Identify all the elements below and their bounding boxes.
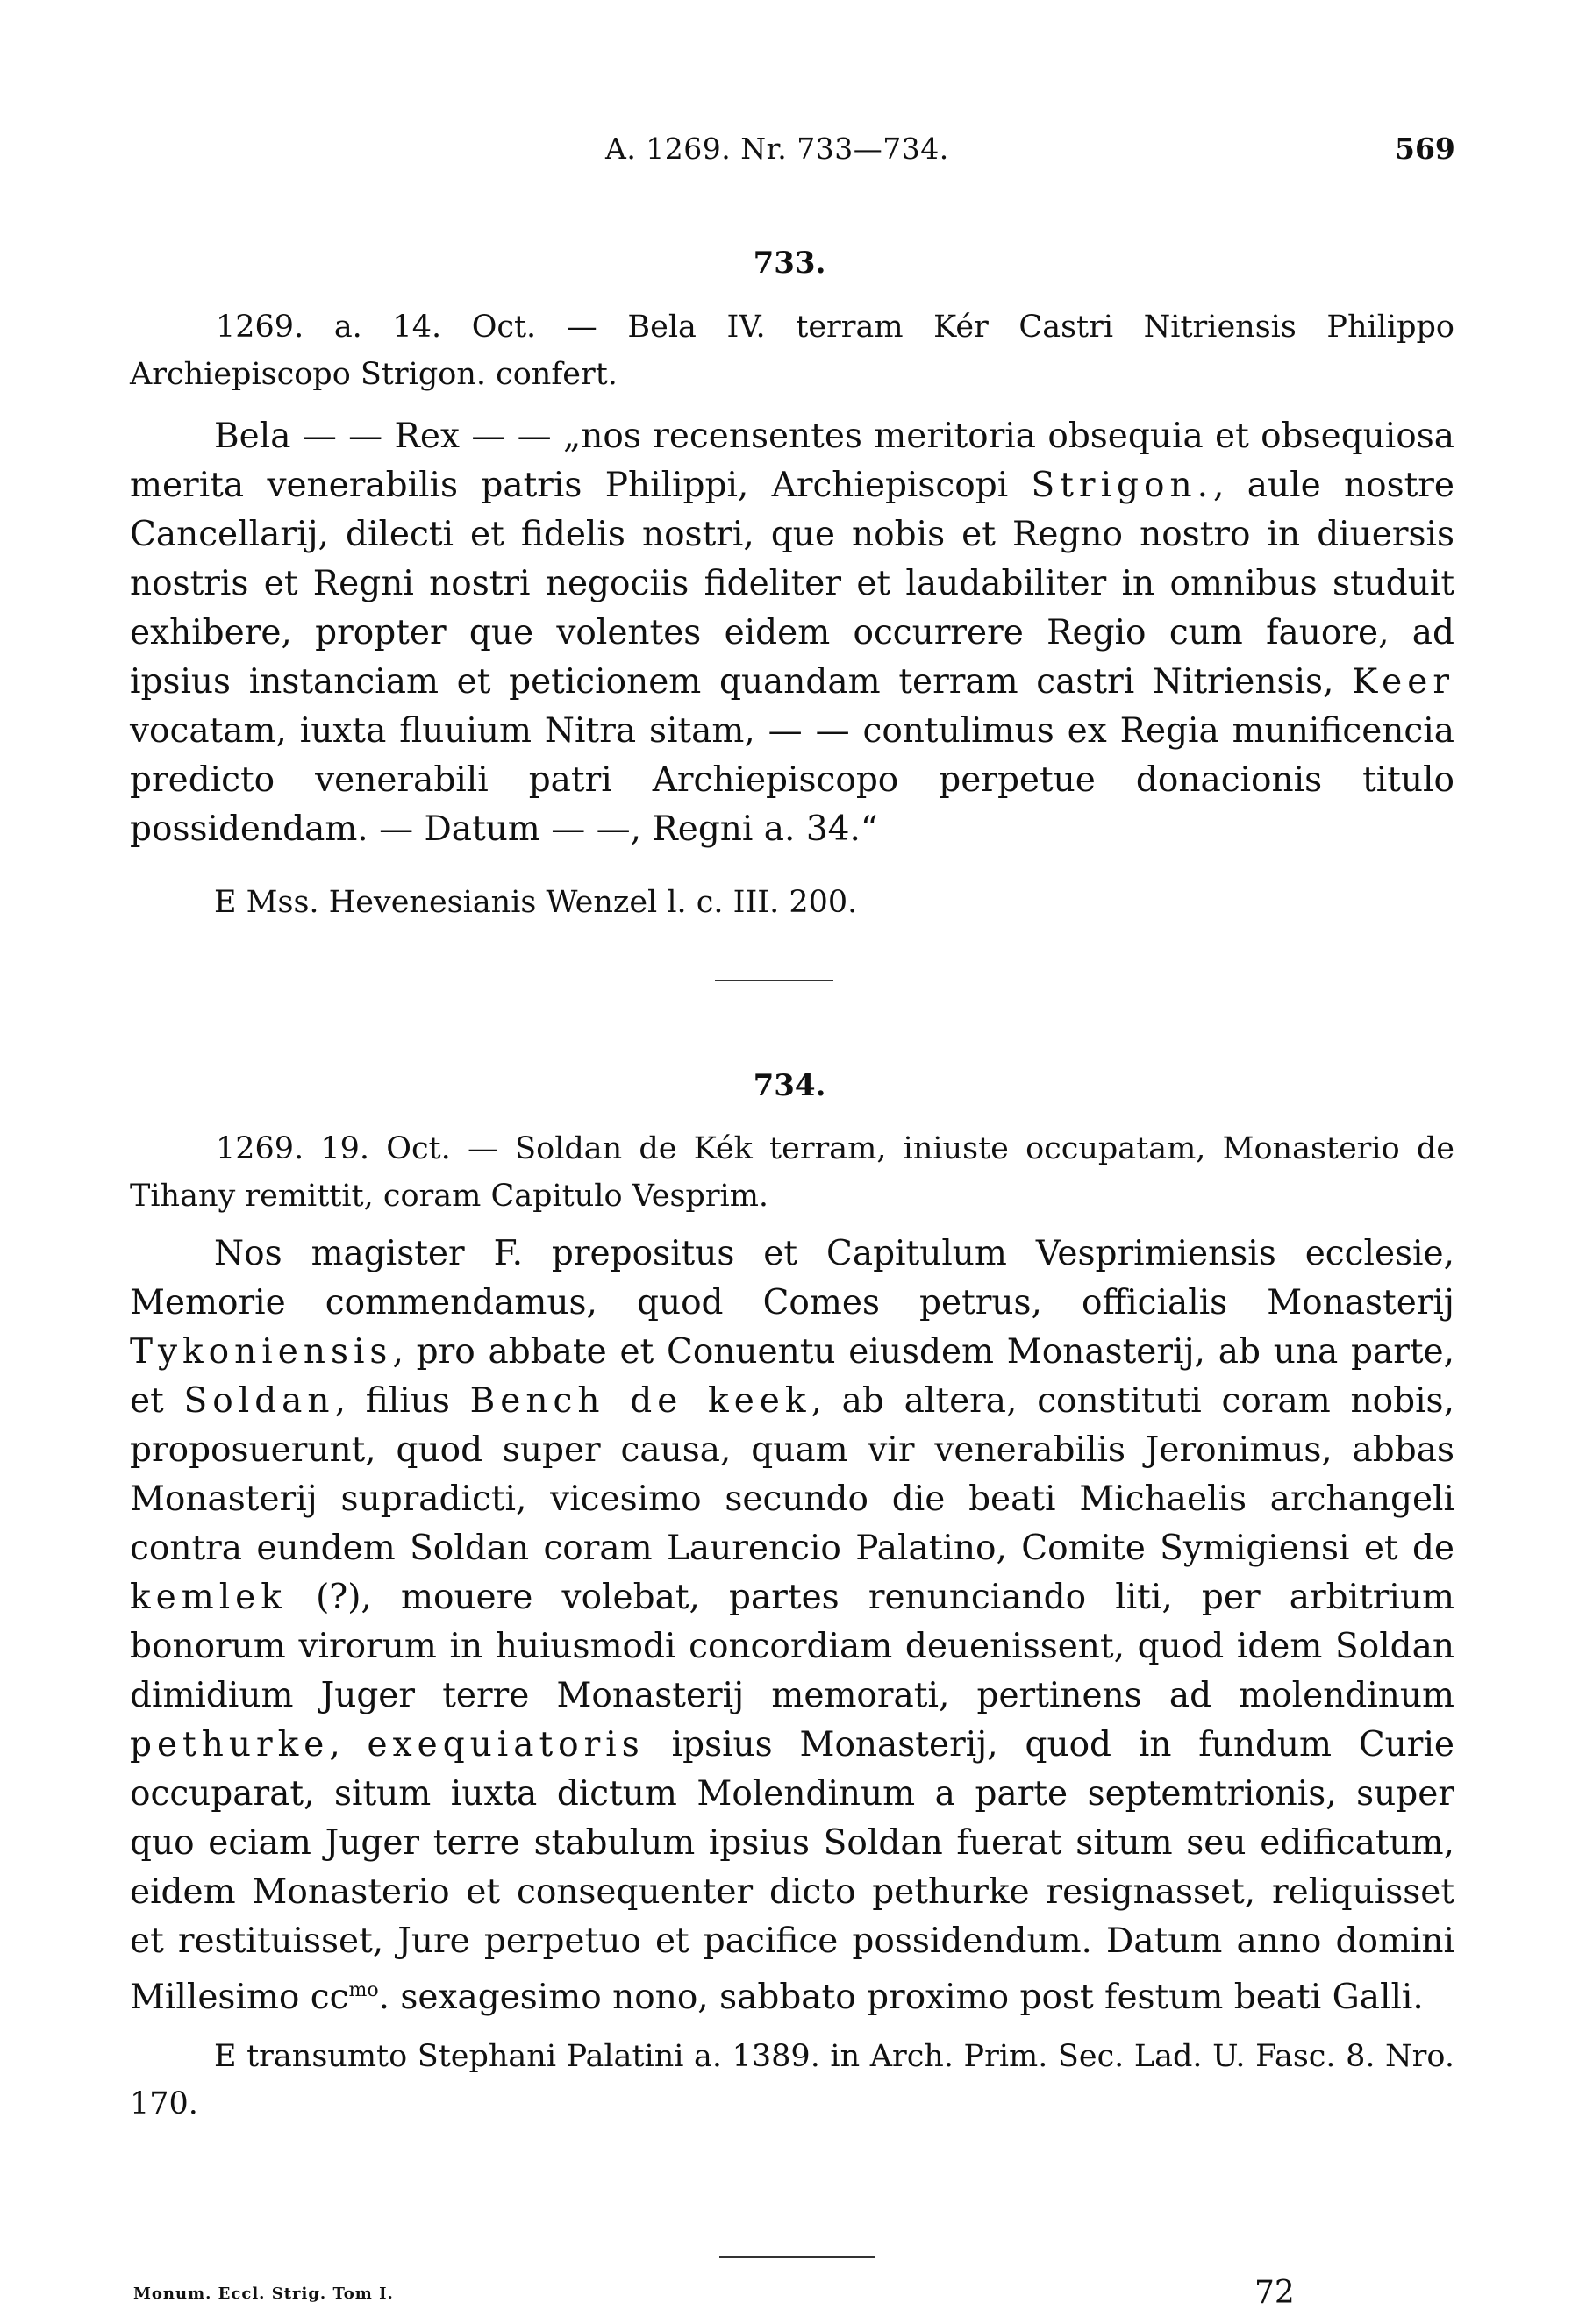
superscript: mo [348, 1979, 379, 2001]
spaced-name: Strigon. [1031, 466, 1213, 505]
document-source-734 [130, 2033, 1454, 2128]
spaced-name: Bench de keek [469, 1381, 811, 1421]
spaced-name: pethurke [130, 1725, 330, 1764]
spaced-name: kemlek [130, 1578, 287, 1617]
document-number-734: 734. [753, 1068, 826, 1103]
document-text-733 [130, 412, 1454, 854]
charter-text [130, 1230, 1454, 2022]
spaced-name: Soldan [183, 1381, 335, 1421]
page-number: 569 [1395, 132, 1455, 166]
text-segment: Nos magister F. prepositus et Capitulum Vesprimiensis ecclesie, Memorie commendamus, quod Comes petrus, officialis Monasterij [130, 1234, 1454, 1322]
text-segment: . sexagesimo nono, sabbato proximo post festum beati Galli. [378, 1978, 1424, 2017]
text-segment: , aule nostre Cancellarij, dilecti et fidelis nostri, que nobis et Regno nostro in diuersis nostris et Regni nostri negociis fideliter et laudabiliter in omnibus studuit exhibere, propter que volentes eidem occurrere Regio cum fauore, ad ipsius instanciam et peticionem quandam terram castri Nitriensis, [130, 466, 1455, 702]
document-text-734 [130, 1230, 1454, 2022]
charter-text [130, 412, 1454, 854]
running-header: A. 1269. Nr. 733—734. [605, 132, 949, 166]
spaced-name: exequiatoris [367, 1725, 645, 1764]
source-text: E transumto Stephani Palatini a. 1389. in Arch. Prim. Sec. Lad. U. Fasc. 8. Nro. 170. [130, 2039, 1454, 2121]
document-number-733: 733. [753, 246, 826, 281]
document-summary-733 [130, 303, 1454, 398]
summary-text: 1269. a. 14. Oct. — Bela IV. terram Kér Castri Nitriensis Philippo Archiepiscopo Strigon. confert. [130, 310, 1454, 392]
sheet-number: 72 [1254, 2275, 1295, 2311]
text-segment: , filius [334, 1381, 470, 1421]
text-segment: , [329, 1725, 368, 1764]
text-segment: , pro abbate et Conuentu eiusdem Monasterij, ab una parte, et [130, 1332, 1454, 1421]
footer-signature: Monum. Eccl. Strig. Tom I. [133, 2285, 394, 2303]
footer-rule [719, 2256, 875, 2258]
summary-text: 1269. 19. Oct. — Soldan de Kék terram, iniuste occupatam, Monasterio de Tihany remittit, coram Capitulo Vesprim. [130, 1131, 1454, 1214]
document-summary-734 [130, 1125, 1454, 1220]
separator-rule [715, 980, 833, 981]
spaced-name: Tykoniensis [130, 1332, 393, 1372]
text-segment: ipsius Monasterij, quod in fundum Curie occuparat, situm iuxta dictum Molendinum a parte septemtrionis, super quo eciam Juger terre stabulum ipsius Soldan fuerat situm seu edificatum, eidem Monasterio et consequenter dicto pethurke resignasset, reliquisset et restituisset, Jure perpetuo et pacifice possidendum. Datum anno domini Millesimo cc [130, 1725, 1454, 2017]
text-segment: Bela — — Rex — — „nos recensentes meritoria obsequia et obsequiosa merita venerabilis patris Philippi, Archiepiscopi [130, 417, 1454, 505]
text-segment: , ab altera, constituti coram nobis, proposuerunt, quod super causa, quam vir venerabilis Jeronimus, abbas Monasterij supradicti, vicesimo secundo die beati Michaelis archangeli contra eundem Soldan coram Laurencio Palatino, Comite Symigiensi et de [130, 1381, 1454, 1568]
text-segment: (?), mouere volebat, partes renunciando liti, per arbitrium bonorum virorum in huiusmodi concordiam deuenissent, quod idem Soldan dimidium Juger terre Monasterij memorati, pertinens ad molendinum [130, 1578, 1454, 1715]
document-source-733 [130, 879, 1454, 926]
text-segment: vocatam, iuxta fluuium Nitra sitam, — — contulimus ex Regia munificencia predicto venerabili patri Archiepiscopo perpetue donacionis titulo possidendam. — Datum — —, Regni a. 34.“ [130, 711, 1454, 849]
spaced-name: Keer [1352, 662, 1454, 702]
source-text: E Mss. Hevenesianis Wenzel l. c. III. 200. [214, 885, 858, 920]
